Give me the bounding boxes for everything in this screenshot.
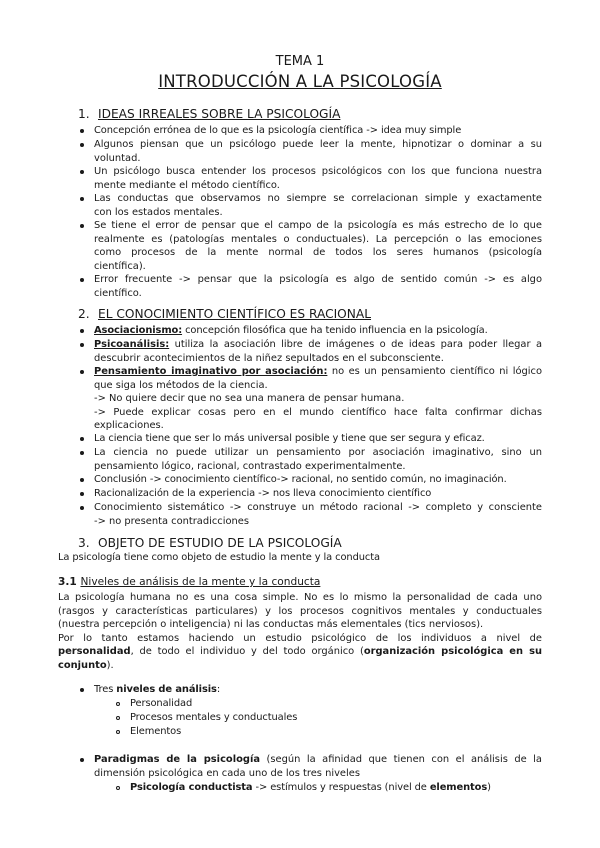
bullet-dot xyxy=(80,343,84,347)
s1-bullet-5: Se tiene el error de pensar que el campo de la psicología es más estrecho de lo que realmente es (patologías mentales o conductuales). La percepción o las emociones como procesos de la mente normal de todos los seres humanos (psicología científica). xyxy=(94,220,542,272)
paradigms-bullet: Paradigmas de la psicología (según la afinidad que tienen con el análisis de la dimensión psicológica en cada uno de los tres niveles xyxy=(94,754,542,779)
level-3: Elementos xyxy=(130,726,182,737)
s1-bullet-6: Error frecuente -> pensar que la psicología es algo de sentido común -> es algo científico. xyxy=(94,274,542,299)
bullet-dot xyxy=(80,143,84,147)
bullet-dot xyxy=(80,129,84,133)
sub-bullet-circle xyxy=(116,786,120,790)
s2-bullet-7: Racionalización de la experiencia -> nos lleva conocimiento científico xyxy=(94,488,432,499)
section-2-heading xyxy=(78,307,371,321)
s2-bullet-5: La ciencia no puede utilizar un pensamiento por asociación imaginativo, sino un pensamiento lógico, racional, contrastado experimentalmente. xyxy=(94,447,542,472)
s1-bullet-3: Un psicólogo busca entender los procesos psicológicos con los que funciona nuestra mente mediante el método científico. xyxy=(94,166,542,191)
bullet-dot xyxy=(80,370,84,374)
s2-bullet-8: Conocimiento sistemático -> construye un método racional -> completo y consciente -> no presenta contradicciones xyxy=(94,502,542,527)
bullet-dot xyxy=(80,478,84,482)
bullet-dot xyxy=(80,492,84,496)
s2-bullet-1: Asociacionismo: concepción filosófica que ha tenido influencia en la psicología. xyxy=(94,325,488,336)
section-2-number: 2. xyxy=(78,307,90,321)
bullet-dot xyxy=(80,329,84,333)
page-title: INTRODUCCIÓN A LA PSICOLOGÍA xyxy=(158,72,442,91)
bullet-dot xyxy=(80,170,84,174)
section-3-heading xyxy=(78,536,342,550)
bullet-dot xyxy=(80,224,84,228)
bullet-dot xyxy=(80,451,84,455)
s3-intro: La psicología tiene como objeto de estudio la mente y la conducta xyxy=(58,552,380,563)
sub-bullet-circle xyxy=(116,730,120,734)
bullet-dot xyxy=(80,688,84,692)
s3-paragraph: La psicología humana no es una cosa simple. No es lo mismo la personalidad de cada uno (rasgos y características particulares) y los procesos cognitivos mentales y conductuales (nuestra percepción o inteligencia) ni las conductas más elementales (tics nerviosos). Por lo tanto estamos haciendo un estudio psicológico de los individuos a nivel de personalidad, de todo el individuo y del todo orgánico (organización psicológica en su conjunto). xyxy=(58,592,542,671)
s1-bullet-1: Concepción errónea de lo que es la psicología científica -> idea muy simple xyxy=(94,125,462,136)
s1-bullet-2: Algunos piensan que un psicólogo puede leer la mente, hipnotizar o dominar a su voluntad. xyxy=(94,139,542,164)
bullet-dot xyxy=(80,197,84,201)
s1-bullet-4: Las conductas que observamos no siempre se correlacionan simple y exactamente con los estados mentales. xyxy=(94,193,542,218)
bullet-dot xyxy=(80,437,84,441)
tema-label: TEMA 1 xyxy=(275,54,325,69)
section-3-title: OBJETO DE ESTUDIO DE LA PSICOLOGÍA xyxy=(98,536,342,550)
paradigm-conductista: Psicología conductista -> estímulos y respuestas (nivel de elementos) xyxy=(130,782,491,793)
bullet-dot xyxy=(80,506,84,510)
bullet-dot xyxy=(80,278,84,282)
levels-bullet: Tres niveles de análisis: xyxy=(94,684,221,695)
level-2: Procesos mentales y conductuales xyxy=(130,712,298,723)
section-3-number: 3. xyxy=(78,536,90,550)
section-2-title: EL CONOCIMIENTO CIENTÍFICO ES RACIONAL xyxy=(98,307,372,321)
bullet-dot xyxy=(80,758,84,762)
s2-bullet-3: Pensamiento imaginativo por asociación: no es un pensamiento científico ni lógico que siga los métodos de la ciencia. -> No quiere decir que no sea una manera de pensar humana. -> Puede explicar cosas pero en el mundo científico hace falta confirmar dichas explicaciones. xyxy=(94,366,542,431)
s2-bullet-4: La ciencia tiene que ser lo más universal posible y tiene que ser segura y eficaz. xyxy=(94,433,485,444)
section-1-title: IDEAS IRREALES SOBRE LA PSICOLOGÍA xyxy=(98,107,341,121)
subsection-3-1-heading: 3.1 Niveles de análisis de la mente y la conducta xyxy=(58,576,321,588)
s2-bullet-6: Conclusión -> conocimiento científico-> racional, no sentido común, no imaginación. xyxy=(94,474,507,485)
level-1: Personalidad xyxy=(130,698,193,709)
section-1-heading xyxy=(78,107,340,121)
sub-bullet-circle xyxy=(116,702,120,706)
section-1-number: 1. xyxy=(78,107,90,121)
sub-bullet-circle xyxy=(116,716,120,720)
s2-bullet-2: Psicoanálisis: utiliza la asociación libre de imágenes o de ideas para poder llegar a descubrir acontecimientos de la niñez sepultados en el subconsciente. xyxy=(94,339,542,364)
